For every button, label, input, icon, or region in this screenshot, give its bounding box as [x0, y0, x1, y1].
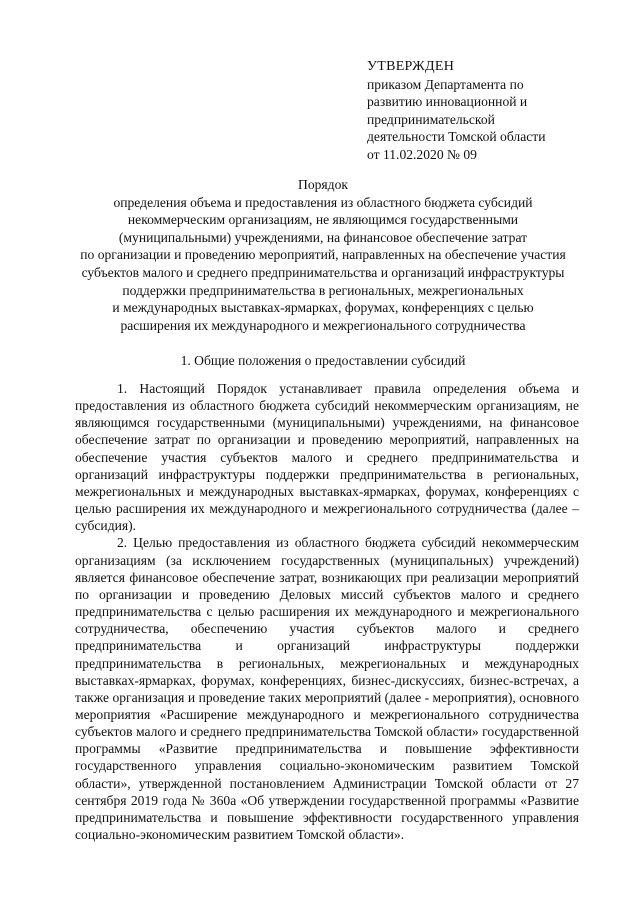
title-word: Порядок	[298, 177, 348, 192]
title-line: субъектов малого и среднего предпринимательства и организаций инфраструктуры	[81, 264, 565, 280]
paragraph: 2. Целью предоставления из областного бюджета субсидий некоммерческим организациям (за исключением государственных (муниципальных) учреждений) является финансовое обеспечение затрат, возникающих при реализации мероприятий по организации и проведению Деловых миссий субъектов малого и среднего предпринимательства с целью расширения их международного и межрегионального сотрудничества, обеспечению участия субъектов малого и среднего предпринимательства и организаций инфраструктуры поддержки предпринимательства в региональных, межрегиональных и международных выставках-ярмарках, форумах, конференциях, бизнес-дискуссиях, бизнес-встречах, а также организация и проведение таких мероприятий (далее - мероприятия), основного мероприятия «Расширение международного и межрегионального сотрудничества субъектов малого и среднего предпринимательства Томской области» государственной программы «Развитие предпринимательства и повышение эффективности государственного управления социально-экономическим развитием Томской области», утвержденной постановлением Администрации Томской области от 27 сентября 2019 года № 360а «Об утверждении государственной программы «Развитие предпринимательства и повышение эффективности государственного управления социально-экономическим развитием Томской области».	[75, 535, 579, 843]
title-line: некоммерческим организациям, не являющимся государственными	[127, 212, 519, 228]
title-line: (муниципальными) учреждениями, на финансовое обеспечение затрат	[118, 229, 528, 245]
approval-heading: УТВЕРЖДЕН	[367, 59, 455, 74]
approval-line: развитию инновационной и	[367, 94, 528, 110]
approval-line: приказом Департамента по	[367, 76, 524, 92]
approval-date-line: от 11.02.2020 № 09	[367, 146, 477, 162]
paragraph: 1. Настоящий Порядок устанавливает правила определения объема и предоставления из областного бюджета субсидий некоммерческим организациям, не являющимся государственными (муниципальными) учреждениями, на финансовое обеспечение затрат по организации и проведению мероприятий, направленных на обеспечение участия субъектов малого и среднего предпринимательства и организаций инфраструктуры поддержки предпринимательства в региональных, межрегиональных и международных выставках-ярмарках, форумах, конференциях с целью расширения их международного и межрегионального сотрудничества (далее – субсидия).	[75, 381, 579, 534]
document-body	[75, 380, 579, 843]
title-line: по организации и проведению мероприятий, направленных на обеспечение участия	[80, 247, 566, 263]
section-heading: 1. Общие положения о предоставлении субсидий	[180, 353, 466, 368]
approval-line: деятельности Томской области	[367, 129, 546, 145]
approval-stamp	[367, 58, 607, 164]
title-line: поддержки предпринимательства в региональных, межрегиональных	[122, 282, 524, 298]
title-line: и международных выставках-ярмарках, форумах, конференциях с целью	[112, 300, 534, 316]
title-line: расширения их международного и межрегионального сотрудничества	[120, 317, 526, 333]
approval-line: предпринимательской	[367, 111, 495, 127]
title-line: определения объема и предоставления из областного бюджета субсидий	[113, 194, 533, 210]
document-title	[68, 176, 578, 334]
